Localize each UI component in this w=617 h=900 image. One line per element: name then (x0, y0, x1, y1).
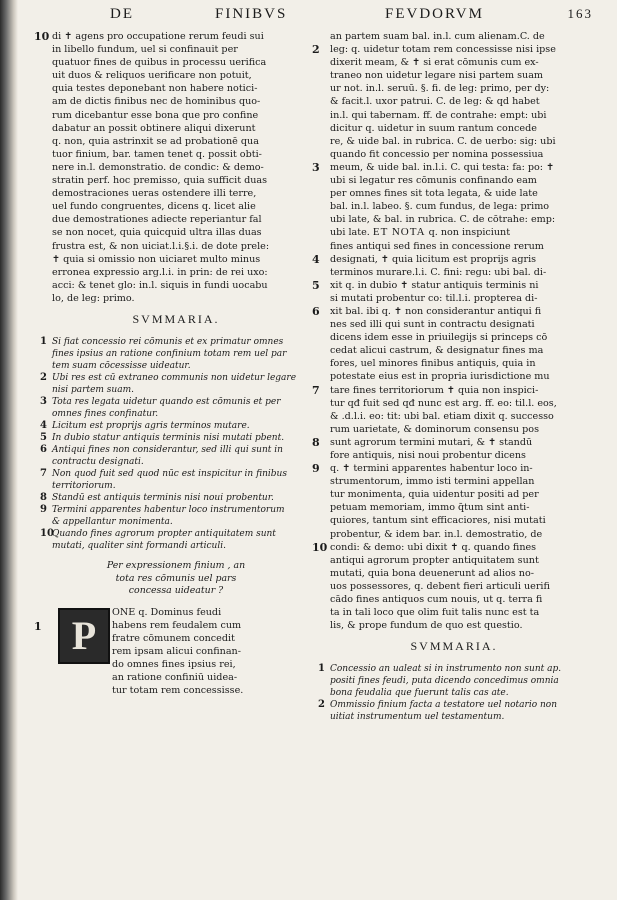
text-line (330, 619, 578, 632)
text-line (330, 344, 578, 357)
line-text: uel fundo congruentes, dicens q. licet alie (52, 201, 256, 213)
line-text: mutati, quia bona deuenerunt ad alios no- (330, 567, 534, 579)
summaria-text: contractu designati. (52, 457, 144, 468)
summaria-number: 10 (40, 528, 54, 540)
text-line (330, 122, 578, 135)
line-text: tare fines territoriorum ✝ quia non inspici- (330, 384, 539, 396)
line-text: fines antiqui sed fines in concessione rerum (330, 240, 544, 252)
line-text: leg: q. uidetur totam rem concessisse nisi ipse (330, 44, 556, 56)
summaria-line (40, 492, 300, 504)
text-line (330, 397, 578, 410)
text-line (52, 109, 300, 122)
text-line (330, 410, 578, 423)
line-text: nere in.l. demonstratio. de condic: & demo- (52, 161, 264, 173)
summaria-line (40, 372, 300, 384)
summaria-item (40, 396, 300, 420)
text-line (330, 528, 578, 541)
text-line (330, 200, 578, 213)
running-head-word-3: FEVDORVM (385, 6, 484, 22)
line-text: in.l. qui tabernam. ff. de contrahe: empt: ubi (330, 109, 547, 121)
summaria-number: 2 (318, 699, 325, 711)
summaria-line (40, 468, 300, 480)
line-text: xit bal. ibi q. ✝ non considerantur antiqui fi (330, 305, 542, 317)
summaria-text: mutati, qualiter sint formandi articuli. (52, 541, 226, 552)
line-text: cedat alicui castrum, & designatur fines ma (330, 345, 544, 357)
summaria-item (40, 372, 300, 396)
line-text: ur not. in.l. seruū. §. fi. de leg: primo, per dy: (330, 83, 550, 95)
text-line (52, 240, 300, 253)
left-column (34, 30, 300, 710)
summaria-item (40, 528, 300, 552)
summaria-text: Ommissio finium facta a testatore uel notario non (330, 700, 557, 711)
line-text: uit duos & reliquos uerificare non potuit, (52, 70, 252, 82)
text-line (330, 580, 578, 593)
summaria-text: Termini apparentes habentur loco instrumentorum (52, 505, 285, 516)
text-line (52, 148, 300, 161)
text-line (52, 187, 300, 200)
marginal-number: 10 (34, 30, 50, 43)
line-text: stratin perf. hoc premisso, quia sufficit duas (52, 175, 268, 187)
line-text: ta in tali loco que olim fuit talis nunc est ta (330, 607, 540, 619)
line-text: & .d.l.i. eo: tit: ubi bal. etiam dixit q. successo (330, 410, 554, 422)
line-text: lo, de leg: primo. (52, 292, 135, 304)
text-line (330, 501, 578, 514)
line-text: potestate eius est in propria iurisdictione mu (330, 371, 550, 383)
text-line (330, 370, 578, 383)
line-text: bal. in.l. labeo. §. cum fundus, de lega: primo (330, 201, 550, 213)
line-text: frustra est, & non uiciat.l.i.§.i. de dote prele: (52, 240, 270, 252)
text-line (330, 95, 578, 108)
line-text: rum dicebantur esse bona que pro confine (52, 109, 259, 121)
text-line (312, 278, 578, 292)
text-line (52, 69, 300, 82)
summaria-text: Antiqui fines non considerantur, sed illi qui sunt in (52, 445, 283, 456)
text-line (330, 488, 578, 501)
marginal-number: 7 (312, 383, 320, 397)
running-head-word-2: FINIBVS (215, 6, 288, 22)
summaria-line (330, 675, 578, 687)
line-text: si mutati probentur co: til.l.i. propterea di- (330, 292, 538, 304)
line-text: antiqui agrorum propter antiquitatem sunt (330, 554, 539, 566)
summaria-text: fines ipsius an ratione confinium totam rem uel par (52, 349, 287, 360)
running-head-word-1: DE (110, 6, 134, 22)
line-text: quiores, tantum sint efficaciores, nisi mutati (330, 515, 546, 527)
marginal-number: 3 (312, 160, 320, 174)
caption-line: tota res cōmunis uel pars (115, 572, 237, 584)
text-line (52, 135, 300, 148)
opening-line: do omnes fines ipsius rei, (112, 658, 236, 670)
line-text: re, & uide bal. in rubrica. C. de uerbo: sig: ubi (330, 135, 556, 147)
marginal-number: 2 (312, 43, 320, 57)
line-text: dabatur an possit obtinere aliqui dixerunt (52, 122, 256, 134)
text-line (52, 279, 300, 292)
line-text: per omnes fines sit tota legata, & uide late (330, 188, 538, 200)
text-line (34, 30, 300, 43)
summaria-number: 3 (40, 396, 47, 408)
summaria-text: Standū est antiquis terminis nisi noui probentur. (52, 493, 274, 504)
text-line (52, 213, 300, 226)
opening-text (112, 606, 302, 698)
summaria-line (330, 687, 578, 699)
text-line (330, 449, 578, 462)
summaria-text: In dubio statur antiquis terminis nisi mutati pbent. (52, 433, 285, 444)
marginal-number: 5 (312, 278, 320, 292)
summaria-item (40, 492, 300, 504)
text-line (330, 357, 578, 370)
summaria-line (52, 348, 300, 360)
right-summaria-heading: SVMMARIA. (410, 639, 498, 654)
opening-line: tur totam rem concessisse. (112, 685, 244, 697)
text-line (52, 226, 300, 239)
summaria-number: 2 (40, 372, 47, 384)
summaria-line (40, 444, 300, 456)
line-text: strumentorum, immo isti termini appellan (330, 476, 535, 488)
line-text: quando fit concessio per nomina possessiua (330, 148, 544, 160)
text-line (312, 540, 578, 554)
summaria-line (330, 711, 578, 723)
text-line (330, 82, 578, 95)
text-line (330, 135, 578, 148)
text-line (312, 304, 578, 318)
text-line (330, 423, 578, 436)
line-text: q. ✝ termini apparentes habentur loco in- (330, 463, 533, 475)
summaria-line (52, 456, 300, 468)
text-line (52, 43, 300, 56)
binding-edge (0, 0, 18, 900)
summaria-line (52, 408, 300, 420)
line-text: demostraciones ueras ostendere illi terre, (52, 188, 257, 200)
text-line (52, 174, 300, 187)
summaria-line (40, 420, 300, 432)
summaria-line (52, 360, 300, 372)
et-nota-label: ET NOTA (372, 226, 426, 239)
summaria-text: Concessio an ualeat si in instrumento non sunt ap. (330, 664, 562, 675)
decorated-initial-letter: P (71, 613, 97, 659)
decorated-initial (58, 608, 110, 664)
summaria-text: Tota res legata uidetur quando est cōmunis et per (52, 397, 281, 408)
summaria-line (40, 336, 300, 348)
line-text: dicens idem esse in priuilegijs si princeps cō (330, 332, 548, 344)
summaria-text: positi fines feudi, puta dicendo concedimus omnia (330, 676, 559, 687)
marginal-number: 6 (312, 304, 320, 318)
summaria-number: 8 (40, 492, 47, 504)
summaria-line (40, 396, 300, 408)
text-line (330, 292, 578, 305)
summaria-item (40, 336, 300, 372)
opening-line: rem ipsam alicui confinan- (112, 645, 241, 657)
line-text: probentur, & idem bar. in.l. demostratio, de (330, 528, 543, 540)
left-summaria-heading: SVMMARIA. (132, 311, 220, 326)
text-line (330, 56, 578, 69)
summaria-item (318, 699, 578, 723)
summaria-number: 9 (40, 504, 47, 516)
line-text: designati, ✝ quia licitum est proprijs agris (330, 253, 537, 265)
summaria-line (52, 480, 300, 492)
section-caption (52, 560, 300, 598)
text-line (52, 56, 300, 69)
summaria-number: 6 (40, 444, 47, 456)
text-line (312, 43, 578, 57)
summaria-text: bona feudalia que fuerunt talis cas ate. (330, 688, 509, 699)
text-line (52, 200, 300, 213)
line-text: ubi si legatur res cōmunis confinando eam (330, 175, 537, 187)
text-line (330, 187, 578, 200)
line-text: am de dictis finibus nec de hominibus quo- (52, 96, 261, 108)
opening-line: fratre cōmunem concedit (112, 632, 235, 644)
text-line (52, 82, 300, 95)
text-line (52, 95, 300, 108)
line-text: nes sed illi qui sunt in contractu designati (330, 319, 535, 331)
line-text: quia testes deponebant non habere notici- (52, 83, 258, 95)
summaria-number: 1 (40, 336, 47, 348)
marginal-number: 4 (312, 252, 320, 266)
summaria-item (40, 444, 300, 468)
text-line (330, 240, 578, 253)
text-line (330, 174, 578, 187)
line-text: q. non inspiciunt (428, 227, 511, 239)
summaria-text: & appellantur monimenta. (52, 517, 173, 528)
marginal-number: 9 (312, 462, 320, 476)
text-line (330, 318, 578, 331)
line-text: xit q. in dubio ✝ statur antiquis terminis ni (330, 279, 539, 291)
line-text: condi: & demo: ubi dixit ✝ q. quando fines (330, 541, 537, 553)
text-line (330, 226, 578, 239)
summaria-text: uitiat instrumentum uel testamentum. (330, 712, 505, 723)
running-head (40, 6, 593, 28)
line-text: tur qđ fuit sed qđ nunc est arg. ff. eo: til.l. eos, (330, 397, 557, 409)
summaria-line (52, 384, 300, 396)
summaria-text: nisi partem suam. (52, 385, 134, 396)
line-text: & facit.l. uxor patrui. C. de leg: & qd habet (330, 96, 540, 108)
summaria-number: 4 (40, 420, 47, 432)
summaria-item (40, 504, 300, 528)
summaria-text: Licitum est proprijs agris terminos mutare. (52, 421, 250, 432)
line-text: tur monimenta, quia uidentur positi ad per (330, 489, 539, 501)
line-text: fores, uel minores finibus antiquis, quia in (330, 358, 536, 370)
line-text: quatuor fines de quibus in processu uerifica (52, 57, 267, 69)
summaria-number: 5 (40, 432, 47, 444)
line-text: di ✝ agens pro occupatione rerum feudi sui (52, 31, 264, 42)
text-line (312, 160, 578, 174)
summaria-item (40, 432, 300, 444)
line-text: erronea expressio arg.l.i. in prin: de rei uxo: (52, 266, 268, 278)
right-body-text (312, 30, 578, 632)
summaria-line (40, 528, 300, 540)
line-text: in libello fundum, uel si confinauit per (52, 44, 238, 56)
text-line (52, 161, 300, 174)
line-text: an partem suam bal. in.l. cum alienam.C. de (330, 31, 545, 42)
opening-line: ONE q. Dominus feudi (112, 606, 222, 618)
line-text: acci: & tenet glo: in.l. siquis in fundi uocabu (52, 279, 268, 291)
line-text: dicitur q. uidetur in suum rantum concede (330, 122, 537, 134)
text-line (312, 383, 578, 397)
summaria-text: Ubi res est cū extraneo communis non uidetur legare (52, 373, 297, 384)
text-line (330, 606, 578, 619)
summaria-line (318, 663, 578, 675)
summaria-number: 7 (40, 468, 47, 480)
line-text: rum uarietate, & dominorum consensu pos (330, 423, 539, 435)
text-line (330, 567, 578, 580)
caption-line: concessa uideatur ? (128, 585, 224, 597)
summaria-text: territoriorum. (52, 481, 116, 492)
summaria-line (40, 432, 300, 444)
text-line (330, 475, 578, 488)
summaria-item (318, 663, 578, 699)
line-text: due demostrationes adiecte reperiantur fal (52, 214, 262, 226)
summaria-text: Quando fines agrorum propter antiquitatem sunt (52, 529, 276, 540)
summaria-text: Si fiat concessio rei cōmunis et ex primatur omnes (52, 337, 284, 348)
line-text: terminos murare.l.i. C. fini: regu: ubi bal. di- (330, 266, 547, 278)
text-line (52, 266, 300, 279)
line-text: fore antiquis, nisi noui probentur dicens (330, 450, 526, 461)
left-body-text (34, 30, 300, 305)
line-text: meum, & uide bal. in.l.i. C. qui testa: fa: po: ✝ (330, 161, 555, 173)
summaria-line (52, 540, 300, 552)
line-text: ubi late, & bal. in rubrica. C. de cōtrahe: emp: (330, 214, 556, 226)
text-line (52, 292, 300, 305)
line-text: dixerit meam, & ✝ si erat cōmunis cum ex- (330, 57, 539, 69)
summaria-text: tem suam cōcessisse uideatur. (52, 361, 191, 372)
text-line (330, 554, 578, 567)
text-line (330, 69, 578, 82)
summaria-text: omnes fines confinatur. (52, 409, 159, 420)
line-text: ✝ quia si omissio non uiciaret multo minus (52, 253, 261, 265)
text-line (330, 266, 578, 279)
text-line (330, 109, 578, 122)
text-line (312, 435, 578, 449)
summaria-text: Non quod fuit sed quod nūc est inspicitur in finibus (52, 469, 287, 480)
opening-line: an ratione confiniū uidea- (112, 672, 238, 684)
page-number: 163 (567, 6, 593, 21)
line-text: uos possessores, q. debent fieri articuli uerifi (330, 580, 550, 592)
line-text: petuam memoriam, immo q̄tum sint anti- (330, 502, 530, 514)
opening-line: habens rem feudalem cum (112, 619, 242, 631)
opening-paragraph (34, 606, 300, 710)
line-text: traneo non uidetur legare nisi partem suam (330, 70, 544, 82)
text-line (330, 148, 578, 161)
text-line (330, 514, 578, 527)
right-column (312, 30, 578, 723)
text-line (312, 252, 578, 266)
summaria-line (318, 699, 578, 711)
text-line (330, 331, 578, 344)
text-line (330, 213, 578, 226)
summaria-item (40, 468, 300, 492)
text-line (330, 30, 578, 43)
line-text: sunt agrorum termini mutari, & ✝ standū (330, 436, 533, 448)
line-text: cādo fines antiquos cum nouis, ut q. terra fi (330, 594, 543, 606)
marginal-number: 8 (312, 435, 320, 449)
line-text: q. non, quia astrinxit se ad probationē qua (52, 135, 259, 147)
caption-line: Per expressionem finium , an (106, 560, 246, 572)
line-text: lis, & prope fundum de quo est questio. (330, 620, 523, 632)
marginal-number: 10 (312, 540, 328, 554)
summaria-line (52, 516, 300, 528)
summaria-line (40, 504, 300, 516)
text-line (312, 462, 578, 476)
right-summaria-list (318, 663, 578, 723)
text-line (330, 593, 578, 606)
line-text: tuor finium, bar. tamen tenet q. possit obti- (52, 148, 262, 160)
left-summaria-list (40, 336, 300, 552)
text-line (52, 253, 300, 266)
summaria-number: 1 (318, 663, 325, 675)
line-text: se non nocet, quia quicquid ultra illas duas (52, 227, 262, 239)
text-line (52, 122, 300, 135)
line-text: ubi late. (330, 227, 370, 239)
opening-marginal-number: 1 (34, 619, 42, 633)
summaria-item (40, 420, 300, 432)
